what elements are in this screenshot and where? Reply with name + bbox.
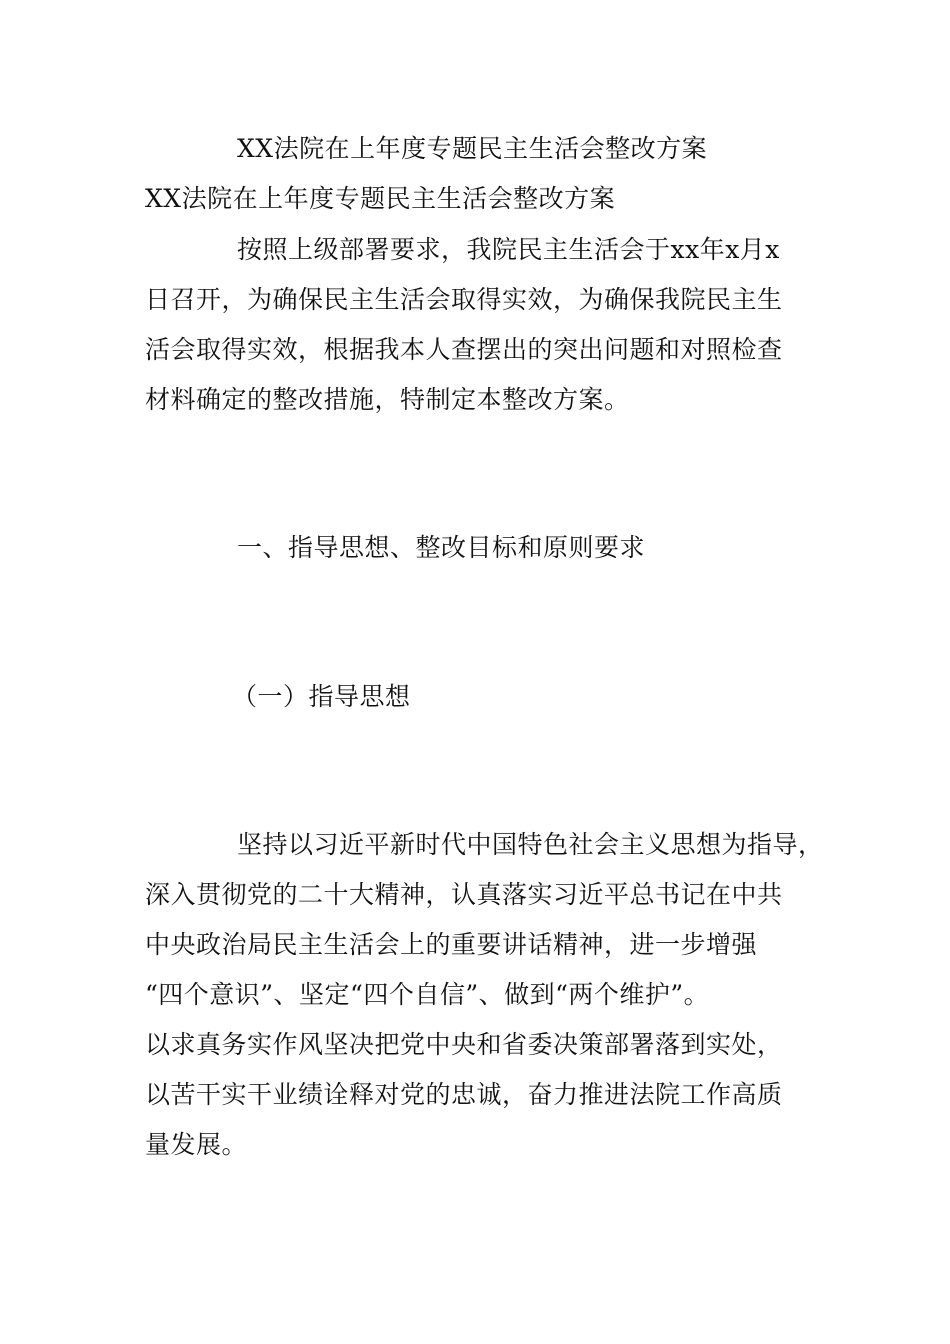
guidance-paragraph-line: 深入贯彻党的二十大精神，认真落实习近平总书记在中共	[145, 880, 783, 909]
document-title: XX法院在上年度专题民主生活会整改方案	[237, 134, 708, 163]
intro-paragraph-line: 材料确定的整改措施，特制定本整改方案。	[145, 385, 630, 414]
guidance-paragraph-line: 中央政治局民主生活会上的重要讲话精神，进一步增强	[145, 930, 758, 959]
section-heading: 一、指导思想、整改目标和原则要求	[237, 533, 646, 562]
intro-paragraph-line: 活会取得实效，根据我本人查摆出的突出问题和对照检查	[145, 335, 783, 364]
guidance-paragraph-line: 坚持以习近平新时代中国特色社会主义思想为指导，	[237, 830, 824, 859]
guidance-paragraph-line: “四个意识”、坚定“四个自信”、做到“两个维护”。	[145, 980, 710, 1009]
guidance-paragraph-line: 以求真务实作风坚决把党中央和省委决策部署落到实处，	[145, 1030, 783, 1059]
intro-paragraph-line: 按照上级部署要求，我院民主生活会于xx年x月x	[237, 235, 780, 264]
document-subtitle: XX法院在上年度专题民主生活会整改方案	[145, 184, 616, 213]
guidance-paragraph-line: 量发展。	[145, 1130, 248, 1159]
guidance-paragraph-line: 以苦干实干业绩诠释对党的忠诚，奋力推进法院工作高质	[145, 1080, 783, 1109]
intro-paragraph-line: 日召开，为确保民主生活会取得实效，为确保我院民主生	[145, 285, 783, 314]
subsection-heading: （一）指导思想	[232, 682, 411, 711]
